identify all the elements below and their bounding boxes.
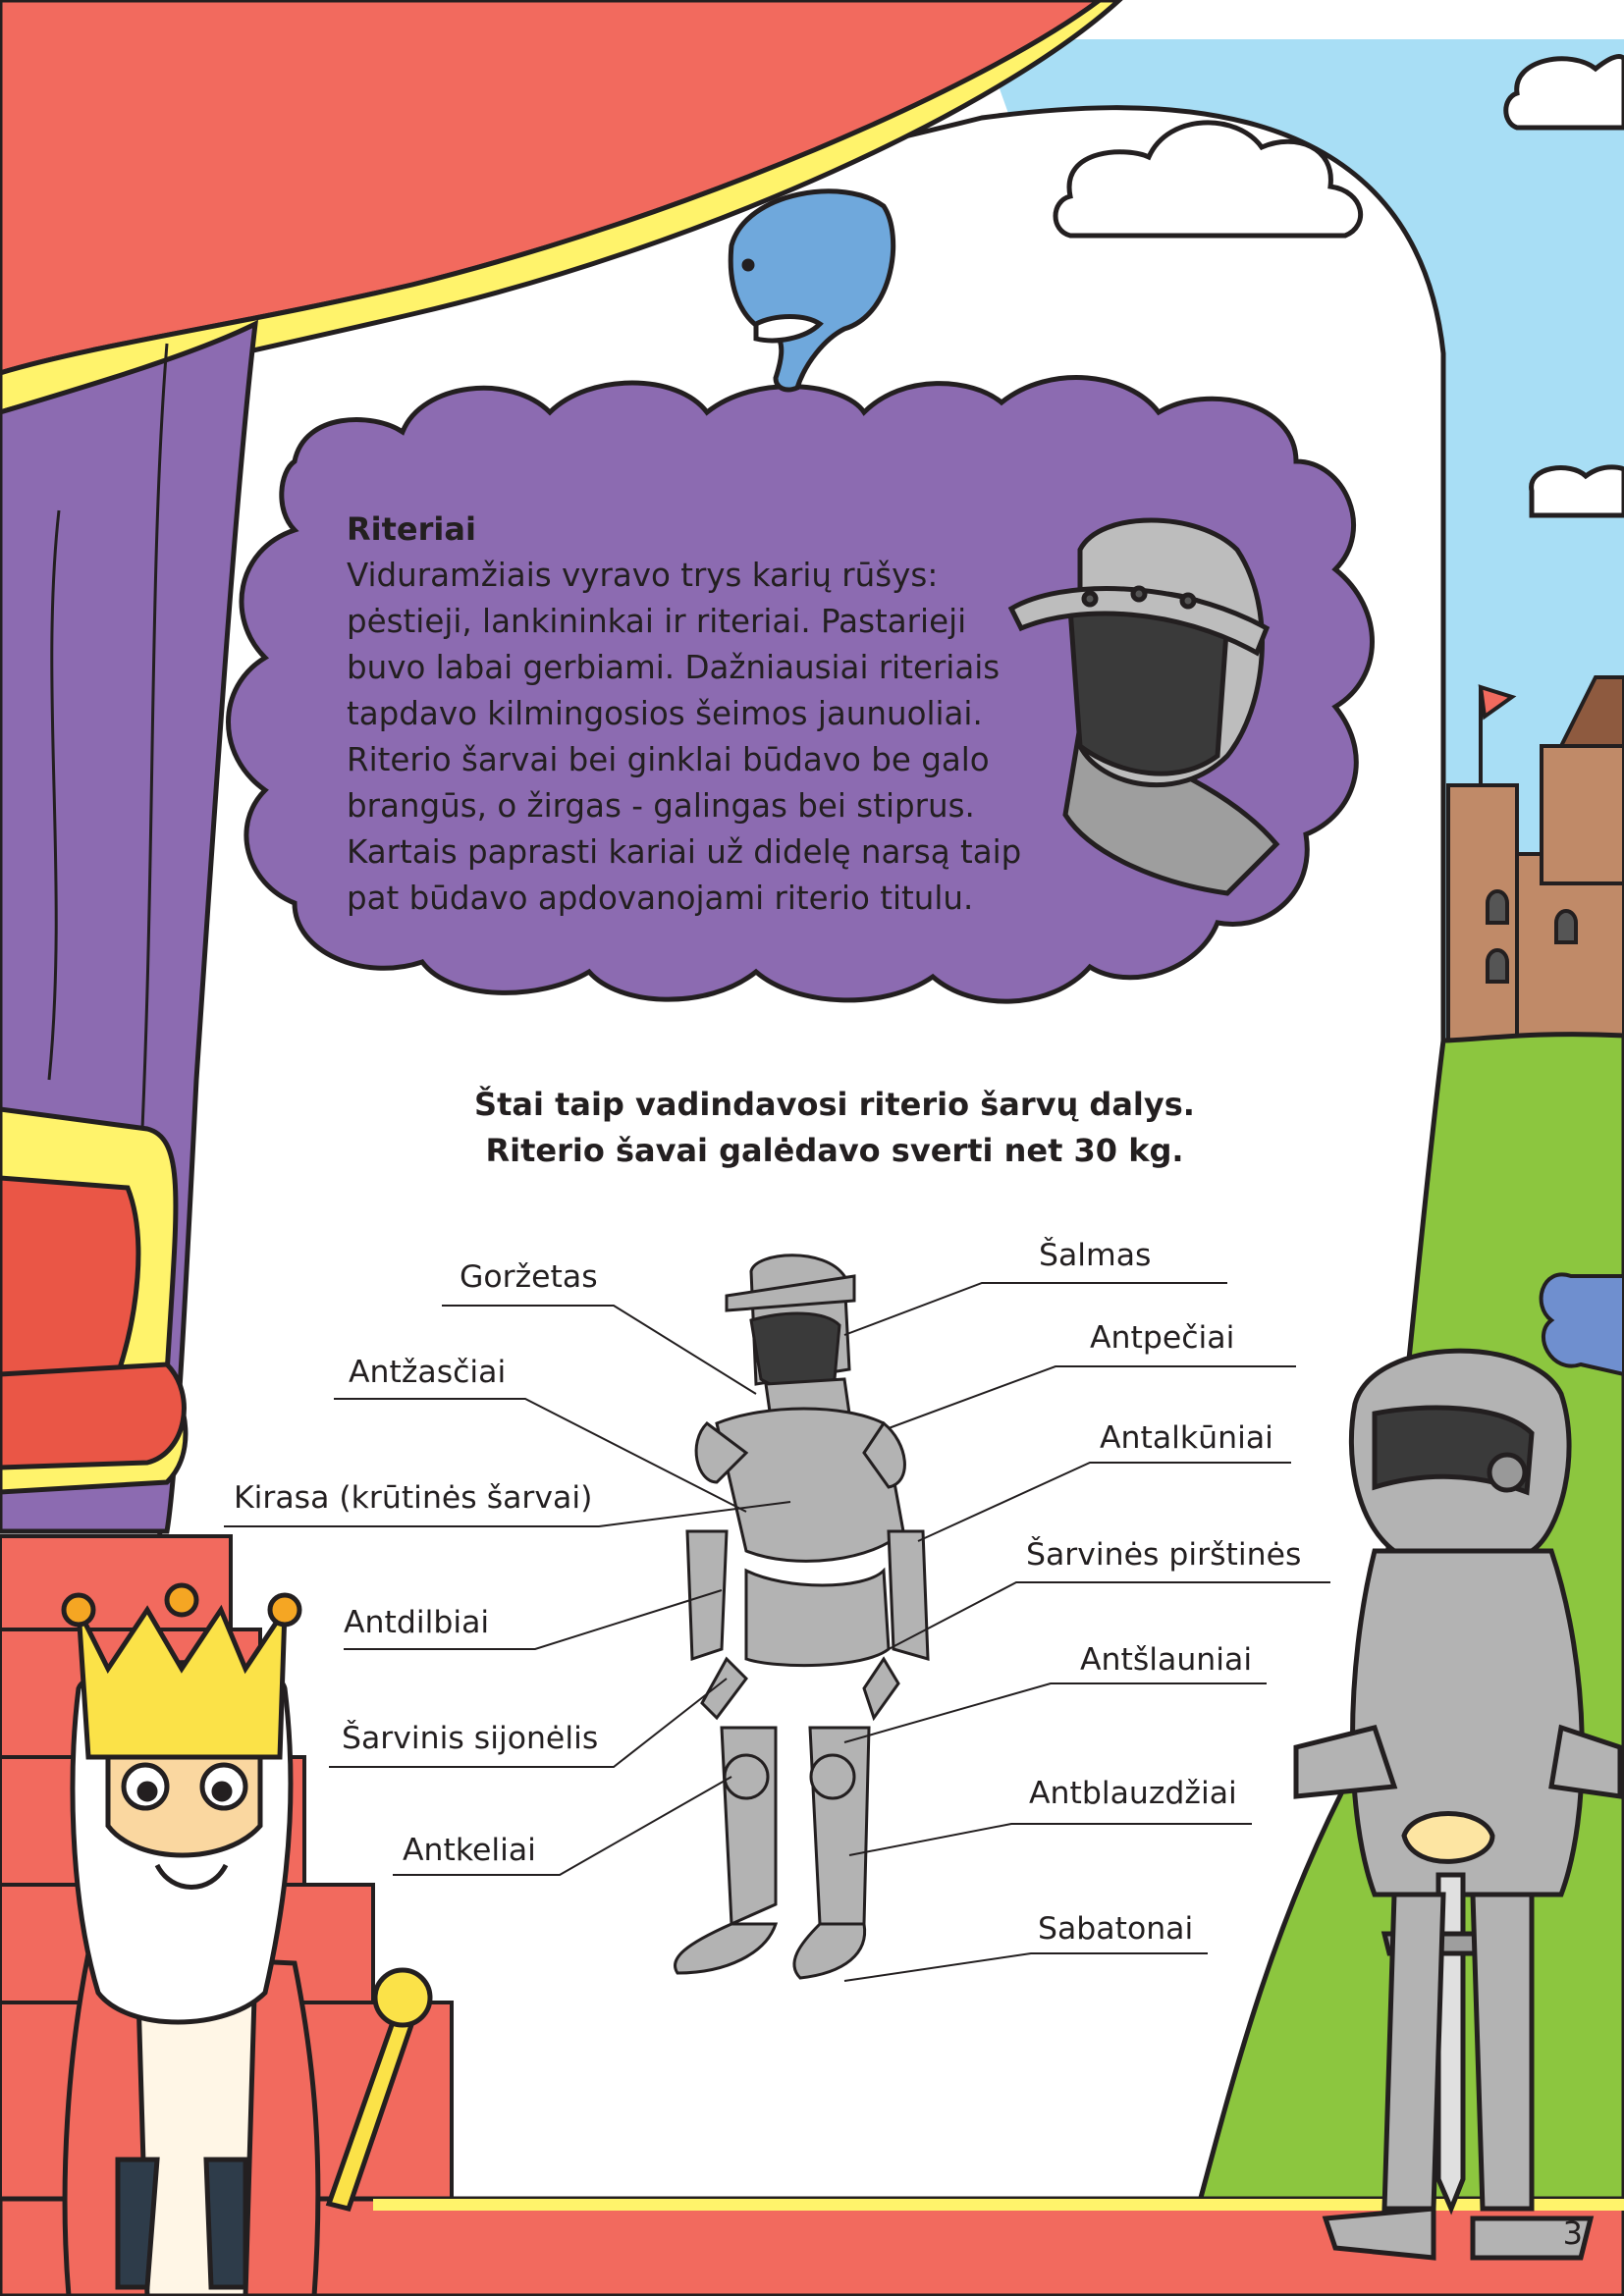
label-antslauniai: Antšlauniai — [1080, 1642, 1253, 1678]
label-antkeliai: Antkeliai — [403, 1833, 536, 1868]
armor-subtitle — [393, 1082, 1276, 1174]
label-kirasa: Kirasa (krūtinės šarvai) — [234, 1480, 593, 1516]
subtitle-line-1: Štai taip vadindavosi riterio šarvų dalys. — [474, 1086, 1195, 1123]
throne — [0, 1109, 186, 1492]
page-number: 3 — [1562, 2215, 1583, 2252]
label-salmas: Šalmas — [1039, 1238, 1152, 1273]
label-gorzetas: Goržetas — [460, 1259, 598, 1295]
label-antdilbiai: Antdilbiai — [344, 1605, 490, 1640]
blue-bush — [1542, 1274, 1624, 1374]
label-sarvinis-sijonelis: Šarvinis sijonėlis — [342, 1721, 599, 1756]
label-antpeciai: Antpečiai — [1090, 1320, 1235, 1356]
info-body: Viduramžiais vyravo trys karių rūšys: pėstieji, lankininkai ir riteriai. Pastarieji buvo labai gerbiami. Dažniausiai riteriais tapdavo kilmingosios šeimos jaunuoliai. Riterio šarvai bei ginklai būdavo be galo brangūs, o žirgas - galingas bei stiprus. Kartais paprasti kariai už didelę narsą taip pat būdavo apdovanojami riterio titulu. — [347, 557, 1022, 917]
label-sabatonai: Sabatonai — [1038, 1911, 1194, 1947]
label-antzasciai: Antžasčiai — [349, 1355, 507, 1390]
label-antblauzdziai: Antblauzdžiai — [1029, 1776, 1237, 1811]
info-title: Riteriai — [347, 510, 476, 548]
label-sarvines-pirstines: Šarvinės pirštinės — [1026, 1537, 1302, 1573]
subtitle-line-2: Riterio šavai galėdavo sverti net 30 kg. — [485, 1132, 1184, 1169]
label-antalkuniai: Antalkūniai — [1100, 1420, 1273, 1456]
